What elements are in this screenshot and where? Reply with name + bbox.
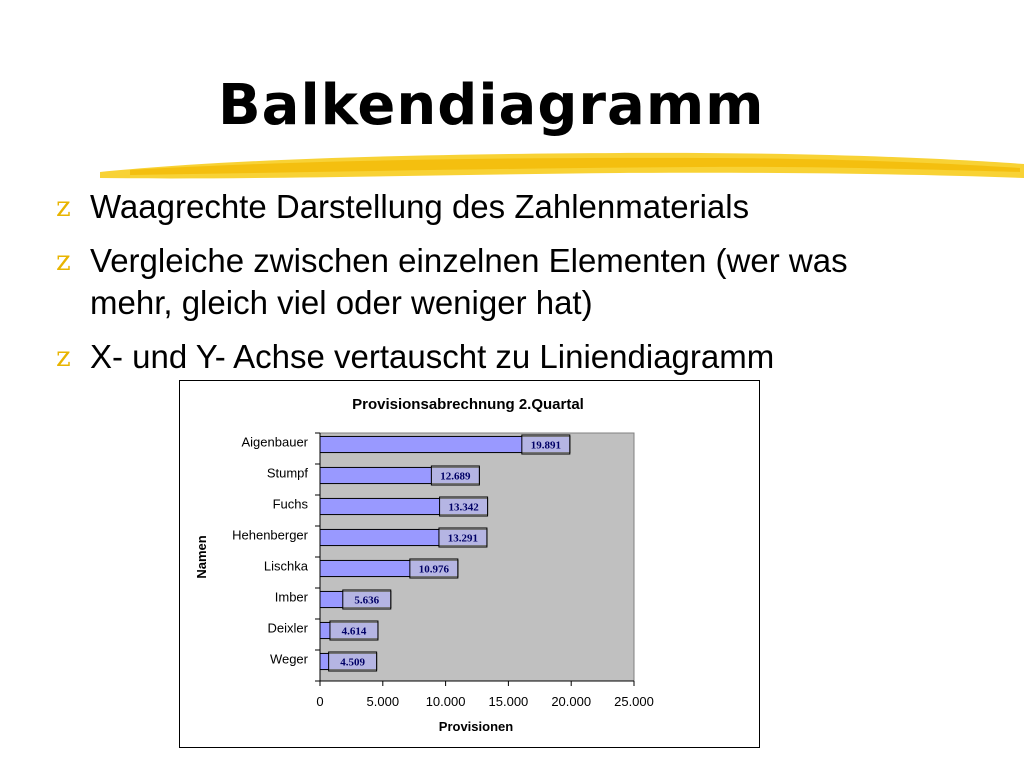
x-tick-label: 25.000: [614, 694, 654, 709]
category-label: Stumpf: [266, 465, 308, 481]
category-label: Weger: [269, 651, 308, 667]
data-label: 12.689: [440, 470, 471, 483]
category-label: Fuchs: [272, 496, 308, 512]
category-label: Hehenberger: [232, 527, 308, 543]
chart-title: Provisionsabrechnung 2.Quartal: [352, 396, 584, 413]
category-label: Lischka: [263, 558, 308, 574]
bullet-item: [56, 186, 850, 228]
category-label: Aigenbauer: [241, 434, 308, 450]
bullet-item: [56, 240, 850, 324]
bullet-text: Vergleiche zwischen einzelnen Elementen (wer was mehr, gleich viel oder weniger hat): [90, 242, 848, 321]
chart-frame: [179, 380, 760, 748]
x-axis-label: Provisionen: [438, 719, 514, 734]
data-label: 4.614: [341, 625, 367, 638]
x-tick-label: 20.000: [551, 694, 592, 709]
category-label: Imber: [274, 589, 308, 605]
x-tick-label: 0: [316, 694, 324, 709]
title-underline-brushstroke: [100, 148, 1024, 188]
category-label: Deixler: [267, 620, 308, 636]
data-label: 10.976: [418, 563, 449, 576]
y-axis-label: Namen: [194, 535, 209, 579]
data-label: 4.509: [340, 656, 366, 669]
bullet-marker: z: [56, 190, 71, 223]
bar-chart: [180, 381, 759, 747]
x-tick-label: 15.000: [488, 694, 529, 709]
x-tick-label: 5.000: [366, 694, 400, 709]
bullet-item: [56, 336, 850, 378]
data-label: 19.891: [530, 439, 561, 452]
data-label: 13.291: [447, 532, 479, 545]
bullet-text: Waagrechte Darstellung des Zahlenmaterials: [90, 188, 750, 225]
bullet-marker: z: [56, 244, 71, 277]
data-label: 5.636: [354, 594, 380, 607]
bullet-marker: z: [56, 340, 71, 373]
slide-title: Balkendiagramm: [218, 73, 765, 138]
x-tick-label: 10.000: [425, 694, 466, 709]
bullet-text: X- und Y- Achse vertauscht zu Liniendiagramm: [90, 338, 775, 375]
data-label: 13.342: [448, 501, 479, 514]
bullet-list: [56, 186, 850, 390]
